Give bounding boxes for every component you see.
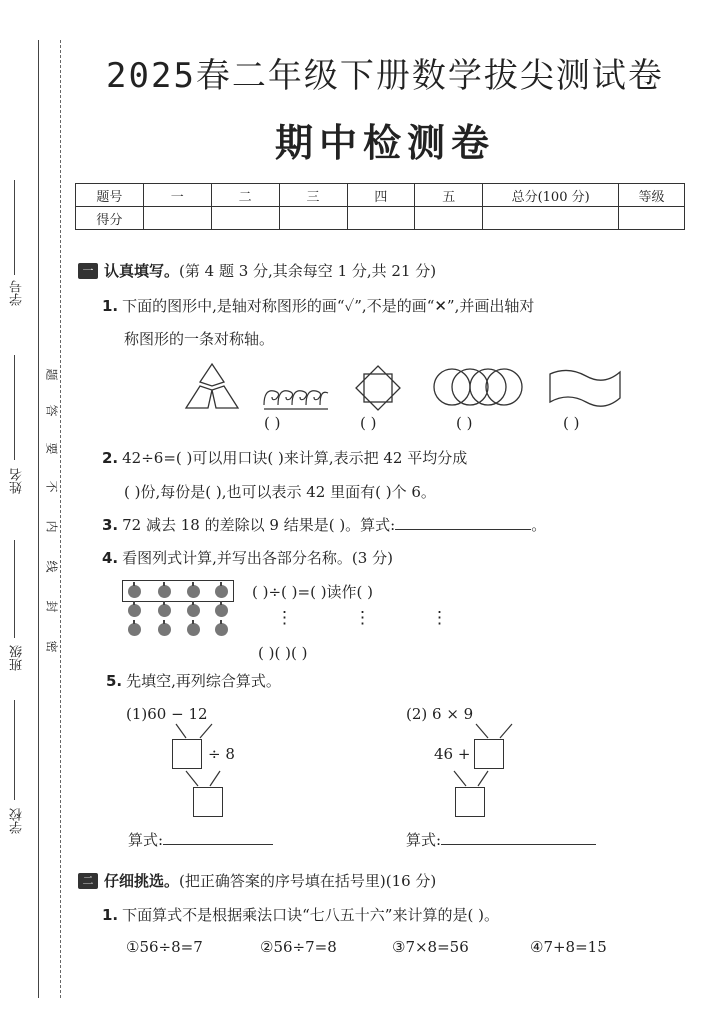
apple-icon <box>128 604 141 617</box>
seal-char: 要 <box>44 442 59 455</box>
score-cell[interactable] <box>483 207 619 230</box>
formula-blank[interactable] <box>163 844 273 845</box>
score-cell[interactable] <box>211 207 279 230</box>
score-table <box>75 183 685 230</box>
answer-box[interactable] <box>193 787 223 817</box>
table-cell: 一 <box>143 184 211 207</box>
table-cell: 得分 <box>76 207 144 230</box>
option-2[interactable]: ②56÷7=8 <box>260 938 337 956</box>
question-4 <box>102 547 393 568</box>
seal-char: 密 <box>44 640 59 653</box>
question-number: 1. <box>102 906 119 924</box>
answer-paren[interactable]: ( ) <box>264 414 281 432</box>
score-cell[interactable] <box>143 207 211 230</box>
question-5 <box>106 670 281 691</box>
exam-subtitle: 期中检测卷 <box>274 120 495 165</box>
section-note: (把正确答案的序号填在括号里)(16 分) <box>179 872 437 890</box>
seal-char: 答 <box>44 404 59 417</box>
vertical-dots: ⋮ <box>354 608 371 628</box>
margin-rule <box>38 40 39 998</box>
section-title: 仔细挑选。 <box>104 872 180 890</box>
section1-header <box>78 260 436 281</box>
right-formula <box>406 829 596 850</box>
school-label: 学校 <box>10 808 25 834</box>
branch-lines <box>180 769 230 789</box>
formula-label: 算式: <box>406 831 442 849</box>
score-cell[interactable] <box>347 207 415 230</box>
question-text: 下面算式不是根据乘法口诀“七八五十六”来计算的是( )。 <box>122 906 499 924</box>
part-names[interactable]: ( )( )( ) <box>258 644 308 662</box>
score-cell[interactable] <box>619 207 685 230</box>
left-formula <box>128 829 273 850</box>
table-cell: 五 <box>415 184 483 207</box>
vertical-dots: ⋮ <box>276 608 293 628</box>
wavy-flag-shape <box>548 368 622 408</box>
seal-char: 封 <box>44 600 59 613</box>
seal-char: 不 <box>44 480 59 493</box>
name-blank[interactable] <box>14 355 15 460</box>
class-label: 班级 <box>10 645 25 671</box>
table-cell: 二 <box>211 184 279 207</box>
question-2-1 <box>102 904 499 925</box>
question-text: 42÷6=( )可以用口诀( )来计算,表示把 42 平均分成 <box>122 449 468 467</box>
school-blank[interactable] <box>14 700 15 800</box>
answer-box[interactable] <box>455 787 485 817</box>
option-3[interactable]: ③7×8=56 <box>392 938 469 956</box>
student-id-blank[interactable] <box>14 180 15 275</box>
answer-box[interactable] <box>474 739 504 769</box>
question-number: 1. <box>102 297 119 315</box>
table-row <box>76 207 685 230</box>
table-cell: 题号 <box>76 184 144 207</box>
option-1[interactable]: ①56÷8=7 <box>126 938 203 956</box>
exam-title: 2025春二年级下册数学拔尖测试卷 <box>106 56 664 96</box>
apple-icon <box>187 623 200 636</box>
apple-icon <box>128 623 141 636</box>
apple-icon <box>158 604 171 617</box>
answer-box[interactable] <box>172 739 202 769</box>
formula-blank[interactable] <box>441 844 596 845</box>
question-1-line1 <box>102 295 534 316</box>
apple-icon <box>158 623 171 636</box>
q5-left-op: ÷ 8 <box>208 745 235 763</box>
spiral-wave-shape <box>262 385 332 413</box>
section-badge: 二 <box>78 873 98 889</box>
student-id-label: 学号 <box>10 280 25 306</box>
table-cell: 三 <box>279 184 347 207</box>
question-1-line2: 称图形的一条对称轴。 <box>124 330 275 348</box>
formula-blank[interactable] <box>395 529 531 530</box>
table-cell: 等级 <box>619 184 685 207</box>
apple-icon <box>158 585 171 598</box>
question-number: 3. <box>102 516 119 534</box>
question-text: 下面的图形中,是轴对称图形的画“✓”,不是的画“✕”,并画出轴对 <box>122 297 535 315</box>
question-2-line2: ( )份,每份是( ),也可以表示 42 里面有( )个 6。 <box>124 483 436 501</box>
question-2-line1 <box>102 447 467 468</box>
section-title: 认真填写。 <box>104 262 180 280</box>
table-cell: 总分(100 分) <box>483 184 619 207</box>
question-number: 4. <box>102 549 119 567</box>
seal-char: 题 <box>44 368 59 381</box>
branch-lines <box>448 769 498 789</box>
question-number: 2. <box>102 449 119 467</box>
section2-header <box>78 870 436 891</box>
answer-paren[interactable]: ( ) <box>456 414 473 432</box>
question-text: 72 减去 18 的差除以 9 结果是( )。算式: <box>122 516 396 534</box>
table-row <box>76 184 685 207</box>
apple-icon <box>215 623 228 636</box>
overlapping-circles-shape <box>432 366 524 408</box>
name-label: 姓名 <box>10 468 25 494</box>
seal-char: 内 <box>44 520 59 533</box>
question-text: 先填空,再列综合算式。 <box>126 672 281 690</box>
trefoil-shape <box>182 362 242 412</box>
q5-right-op: 46 + <box>434 745 471 763</box>
formula-label: 算式: <box>128 831 164 849</box>
question-number: 5. <box>106 672 123 690</box>
apple-icon <box>187 585 200 598</box>
q5-right-label: (2) 6 × 9 <box>406 705 474 723</box>
square-diamond-shape <box>354 364 402 412</box>
answer-paren[interactable]: ( ) <box>360 414 377 432</box>
seal-char: 线 <box>44 560 59 573</box>
q5-left-label: (1)60 − 12 <box>126 705 208 723</box>
apple-icon <box>215 585 228 598</box>
score-cell[interactable] <box>415 207 483 230</box>
apple-icon <box>128 585 141 598</box>
question-3 <box>102 514 546 535</box>
option-4[interactable]: ④7+8=15 <box>530 938 607 956</box>
vertical-dots: ⋮ <box>431 608 448 628</box>
question-end: 。 <box>531 516 547 534</box>
section-badge: 一 <box>78 263 98 279</box>
division-equation[interactable]: ( )÷( )=( )读作( ) <box>252 583 374 601</box>
apple-icon <box>187 604 200 617</box>
question-text: 看图列式计算,并写出各部分名称。(3 分) <box>122 549 393 567</box>
score-cell[interactable] <box>279 207 347 230</box>
section-note: (第 4 题 3 分,其余每空 1 分,共 21 分) <box>179 262 437 280</box>
answer-paren[interactable]: ( ) <box>563 414 580 432</box>
cut-line <box>60 40 61 998</box>
apple-icon <box>215 604 228 617</box>
class-blank[interactable] <box>14 540 15 638</box>
table-cell: 四 <box>347 184 415 207</box>
